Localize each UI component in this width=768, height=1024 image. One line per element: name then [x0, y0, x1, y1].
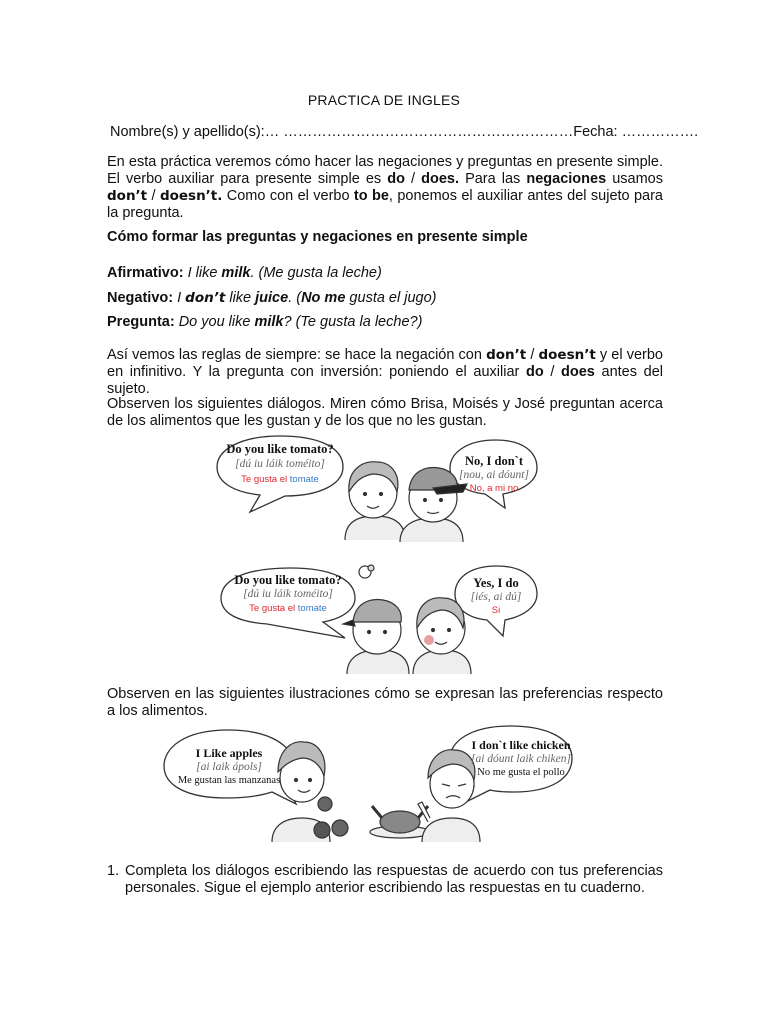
name-blank: … ……………………………………………………: [264, 124, 574, 140]
date-label: Fecha:: [573, 124, 618, 140]
name-date-row: [110, 124, 698, 140]
dialog-1-answer-phonetic: [nou, ai dóunt]: [459, 469, 529, 481]
kw-doesnt: doesn’t.: [159, 188, 223, 204]
preference-like-phonetic: [ai laik ápols]: [196, 761, 262, 773]
example-text: like: [225, 290, 256, 306]
kw-doesnt: doesn’t: [538, 347, 596, 363]
example-text: I like: [183, 265, 222, 281]
example-word: milk: [221, 265, 251, 281]
preference-dislike-phonetic: [ai dóunt laik chiken]: [471, 753, 571, 765]
intro-paragraph: [107, 154, 663, 222]
dialog-1-question-translation: [217, 474, 343, 485]
name-label: Nombre(s) y apellido(s):: [110, 124, 265, 140]
example-word: No me: [301, 290, 346, 306]
translation-text: Te gusta el: [241, 474, 290, 485]
rules-text: antes del sujeto.: [107, 364, 663, 397]
intro-text: , ponemos el auxiliar antes del sujeto para la pregunta.: [107, 188, 663, 221]
preferences-intro: Observen en las siguientes ilustraciones cómo se expresan las preferencias respecto a los alimentos.: [107, 686, 663, 719]
dialog-2-answer-translation: Si: [491, 605, 501, 616]
intro-text: En esta práctica veremos cómo hacer las negaciones y preguntas en presente simple. El verbo auxiliar para presente simple es: [107, 154, 663, 187]
intro-text: Para las: [459, 171, 527, 187]
preference-dislike-translation: No me gusta el pollo: [477, 767, 565, 778]
negativo-label: Negativo:: [107, 290, 174, 306]
pregunta-label: Pregunta:: [107, 314, 175, 330]
preference-like: I Like apples: [195, 746, 263, 760]
example-text: I: [173, 290, 186, 306]
dialog-2-answer: Yes, I do: [473, 576, 519, 590]
translation-text: Te gusta el: [249, 603, 298, 614]
kw-do: do: [525, 364, 544, 380]
girl-figure: [345, 462, 405, 540]
exercise-number: 1.: [107, 863, 120, 879]
dialog-illustration-2: [205, 562, 545, 676]
dialog-2-question: Do you like tomato?: [234, 573, 342, 587]
kw-negaciones: negaciones: [526, 171, 607, 187]
slash: /: [526, 347, 539, 363]
example-affirmative: [107, 265, 382, 282]
dialog-intro: Observen los siguientes diálogos. Miren cómo Brisa, Moisés y José preguntan acerca de los alimentos que les gustan y de los que no les gustan.: [107, 396, 663, 429]
kw-does: does.: [421, 171, 459, 187]
example-question: [107, 314, 422, 331]
kw-does: does: [561, 364, 595, 380]
preference-like-translation: Me gustan las manzanas: [177, 775, 281, 786]
example-text: Do you like: [174, 314, 255, 330]
kw-dont: don’t: [107, 188, 148, 204]
afirmativo-label: Afirmativo:: [107, 265, 184, 281]
rules-text: Así vemos las reglas de siempre: se hace la negación con: [107, 347, 487, 363]
exercise-text: Completa los diálogos escribiendo las respuestas de acuerdo con tus preferencias personales. Sigue el ejemplo anterior escribiendo las respuestas en tu cuaderno.: [125, 863, 663, 896]
kw-do: do: [387, 171, 405, 187]
section-heading: Cómo formar las preguntas y negaciones en presente simple: [107, 229, 528, 245]
kw-dont: don’t: [486, 347, 527, 363]
dialog-1-question-phonetic: [dú iu láik toméito]: [235, 458, 325, 470]
slash: /: [404, 171, 422, 187]
kw-to-be: to be: [353, 188, 389, 204]
rules-text: y el verbo en infinitivo. Y la pregunta con inversión: poniendo el auxiliar: [107, 347, 663, 380]
example-text: gusta el jugo): [345, 290, 437, 306]
date-blank: …………….: [617, 124, 699, 140]
dialog-2-answer-phonetic: [iés, ai dú]: [470, 591, 522, 603]
translation-word: tomate: [289, 474, 319, 485]
example-word: milk: [254, 314, 284, 330]
translation-word: tomate: [297, 603, 327, 614]
example-text: ? (Te gusta la leche?): [283, 314, 423, 330]
dialog-1-question: Do you like tomato?: [226, 442, 334, 456]
dialog-2-question-translation: [221, 603, 355, 614]
page-title: PRACTICA DE INGLES: [307, 92, 461, 108]
slash: /: [147, 188, 160, 204]
preference-dislike: I don`t like chicken: [471, 738, 571, 752]
example-text: . (: [288, 290, 302, 306]
example-word: juice: [255, 290, 289, 306]
example-negative: [107, 290, 437, 307]
dialog-illustration-1: [205, 432, 545, 544]
chicken-plate: [370, 806, 430, 838]
dialog-1-answer: No, I don`t: [465, 454, 523, 468]
dialog-1-answer-translation: No, a mi no: [469, 483, 519, 494]
rules-paragraph: [107, 347, 663, 398]
dialog-2-question-phonetic: [dú iu láik toméito]: [243, 588, 333, 600]
example-text: . (Me gusta la leche): [250, 265, 382, 281]
example-word: don’t: [185, 290, 226, 306]
preferences-illustration: [160, 722, 600, 844]
intro-text: Como con el verbo: [222, 188, 354, 204]
intro-text: usamos: [606, 171, 663, 187]
slash: /: [543, 364, 562, 380]
